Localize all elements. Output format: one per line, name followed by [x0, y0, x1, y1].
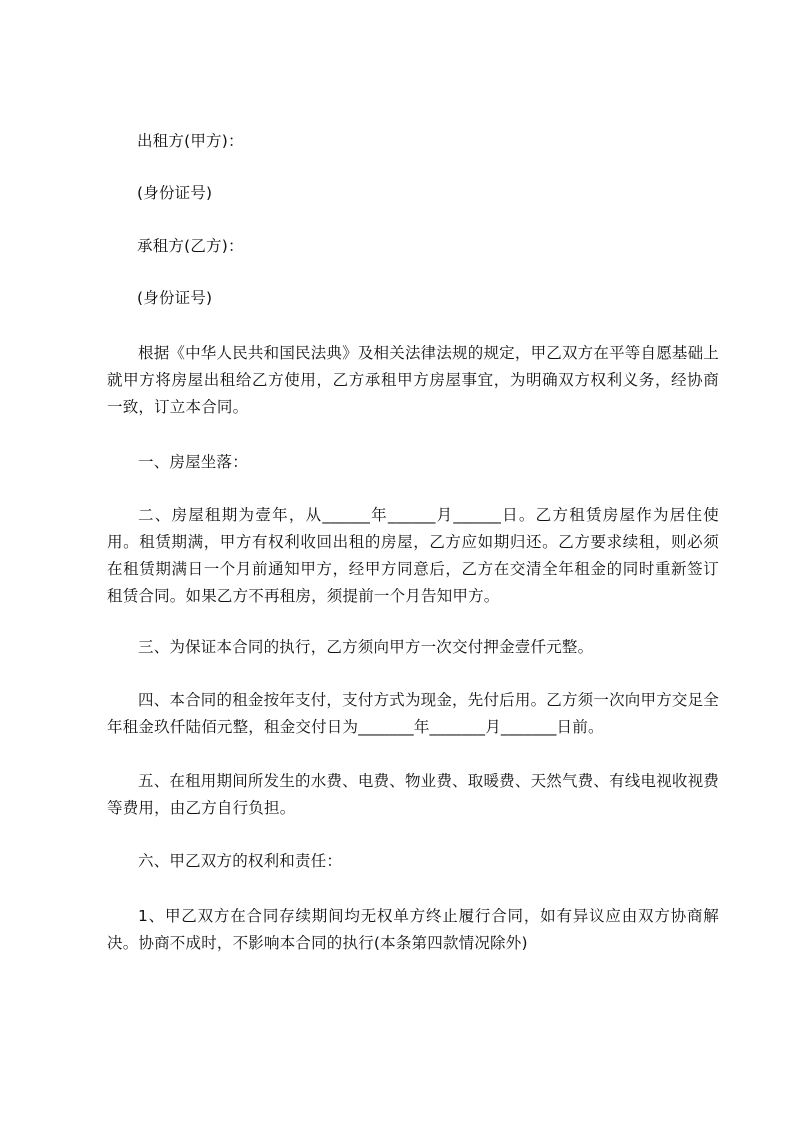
preamble-paragraph: 根据《中华人民共和国民法典》及相关法律法规的规定，甲乙双方在平等自愿基础上就甲方将房屋出租给乙方使用，乙方承租甲方房屋事宜，为明确双方权利义务，经协商一致，订立本合同。	[107, 344, 719, 416]
lessee-id-label: (身份证号)	[137, 289, 213, 307]
lessor-label: 出租方(甲方)：	[137, 132, 244, 150]
clause-4-rent-payment: 四、本合同的租金按年支付，支付方式为现金，先付后用。乙方须一次向甲方交足全年租金玖仟陆佰元整，租金交付日为_______年_______月_______日前。	[107, 691, 719, 736]
clause-3-deposit: 三、为保证本合同的执行，乙方须向甲方一次交付押金壹仟元整。	[138, 638, 594, 656]
clause-6-item-1: 1、甲乙双方在合同存续期间均无权单方终止履行合同，如有异议应由双方协商解决。协商不成时，不影响本合同的执行(本条第四款情况除外)	[107, 907, 719, 952]
clause-6-rights-heading: 六、甲乙双方的权利和责任：	[138, 852, 343, 870]
clause-2-lease-term: 二、房屋租期为壹年，从______年______月______日。乙方租赁房屋作为居住使用。租赁期满，甲方有权利收回出租的房屋，乙方应如期归还。乙方要求续租，则必须在租赁期满日一个月前通知甲方，经甲方同意后，乙方在交清全年租金的同时重新签订租赁合同。如果乙方不再租房，须提前一个月告知甲方。	[107, 506, 719, 605]
clause-5-utilities: 五、在租用期间所发生的水费、电费、物业费、取暖费、天然气费、有线电视收视费等费用，由乙方自行负担。	[107, 772, 719, 817]
lessor-id-label: (身份证号)	[137, 184, 213, 202]
clause-1-location: 一、房屋坐落：	[138, 453, 248, 471]
lessee-label: 承租方(乙方)：	[137, 237, 244, 255]
